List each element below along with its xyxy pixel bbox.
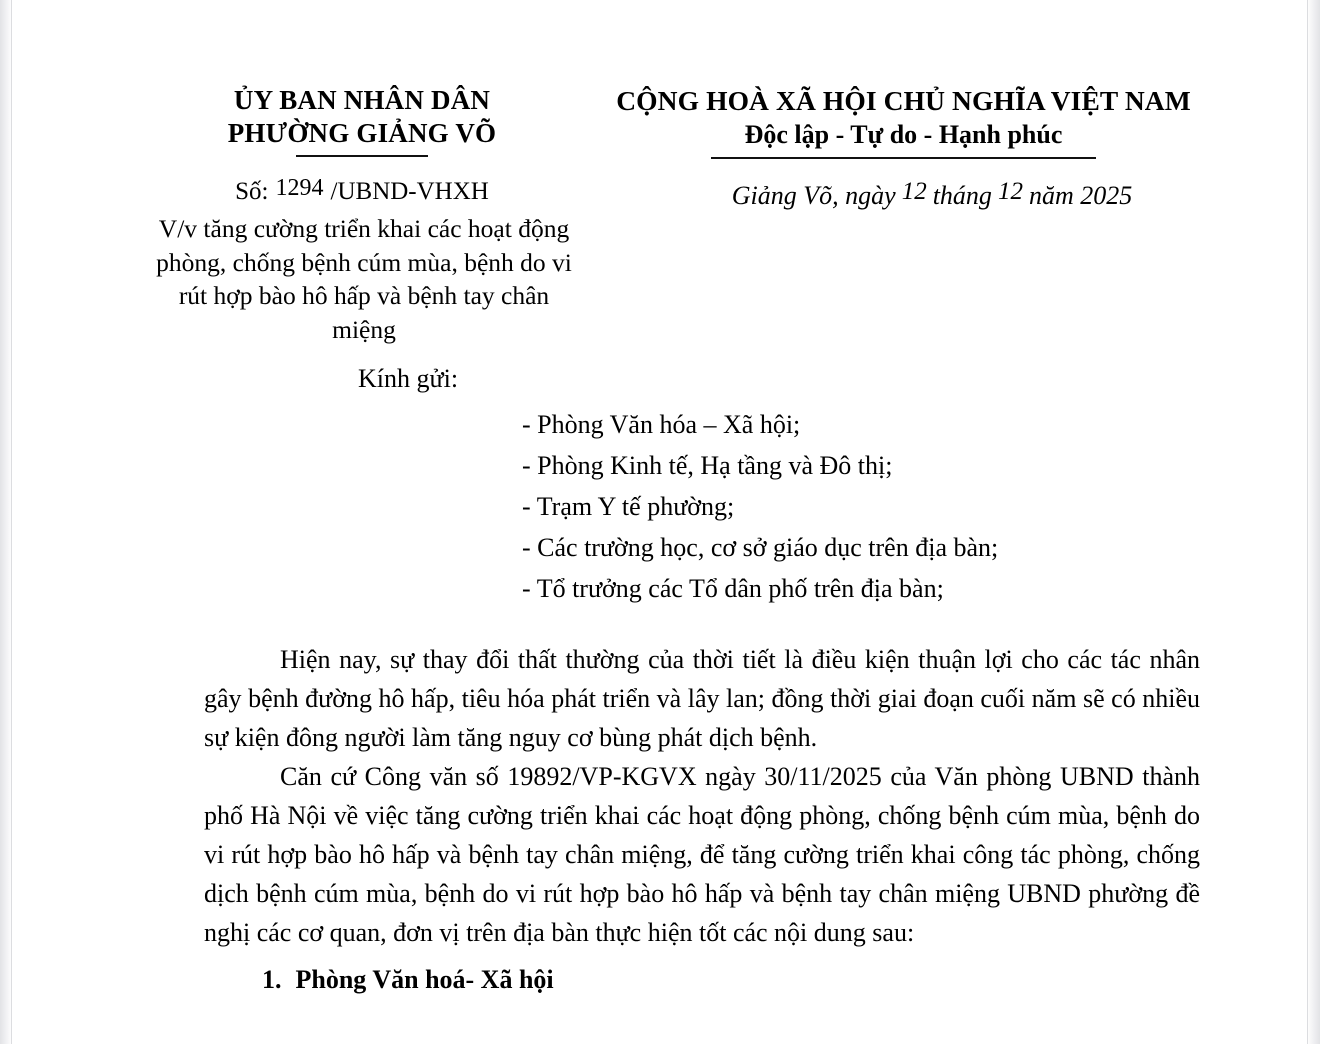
- national-motto-underline: [711, 157, 1096, 159]
- recipient-item: - Trạm Y tế phường;: [522, 492, 735, 521]
- section-number: 1.: [262, 965, 282, 994]
- document-reference-line: [152, 176, 572, 208]
- document-subject: V/v tăng cường triển khai các hoạt động phòng, chống bệnh cúm mùa, bệnh do vi rút hợp bào hô hấp và bệnh tay chân miệng: [156, 214, 572, 344]
- page-edge-left: [0, 0, 12, 1044]
- recipient-item: - Phòng Kinh tế, Hạ tầng và Đô thị;: [522, 451, 893, 480]
- document-body: [204, 640, 1200, 999]
- dateline-year: năm 2025: [1028, 181, 1133, 210]
- issuing-organization-block: [152, 84, 572, 157]
- document-dateline: [632, 180, 1232, 213]
- reference-number: 1294: [275, 175, 324, 201]
- section-title: Phòng Văn hoá- Xã hội: [295, 965, 554, 994]
- dateline-place: Giảng Võ, ngày: [731, 181, 896, 210]
- reference-label: Số:: [235, 178, 269, 205]
- issuing-org-line-2: PHƯỜNG GIẢNG VÕ: [227, 118, 497, 148]
- recipient-item: - Các trường học, cơ sở giáo dục trên địa bàn;: [522, 533, 999, 562]
- document-header: [12, 84, 1307, 159]
- recipient-item: - Tổ trưởng các Tổ dân phố trên địa bàn;: [522, 574, 944, 603]
- page-edge-right: [1307, 0, 1320, 1044]
- addressee-salutation: Kính gửi:: [358, 364, 459, 393]
- recipient-list: [522, 404, 1222, 609]
- issuing-org-underline: [296, 155, 428, 157]
- dateline-day: 12: [901, 178, 927, 205]
- issuing-org-line-1: ỦY BAN NHÂN DÂN: [233, 85, 491, 115]
- recipient-item: - Phòng Văn hóa – Xã hội;: [522, 410, 801, 439]
- national-heading-block: [572, 84, 1307, 159]
- dateline-month-label: tháng: [932, 181, 992, 210]
- reference-code: /UBND-VHXH: [330, 178, 489, 205]
- national-title: CỘNG HOÀ XÃ HỘI CHỦ NGHĨA VIỆT NAM: [616, 85, 1191, 116]
- national-motto: Độc lập - Tự do - Hạnh phúc: [744, 120, 1063, 149]
- body-paragraph: Hiện nay, sự thay đổi thất thường của thời tiết là điều kiện thuận lợi cho các tác nhân gây bệnh đường hô hấp, tiêu hóa phát triển và lây lan; đồng thời giai đoạn cuối năm sẽ có nhiều sự kiện đông người làm tăng nguy cơ bùng phát dịch bệnh.: [204, 645, 1200, 752]
- dateline-month: 12: [997, 178, 1023, 205]
- document-page: [12, 0, 1307, 1044]
- body-paragraph: Căn cứ Công văn số 19892/VP-KGVX ngày 30/11/2025 của Văn phòng UBND thành phố Hà Nội về việc tăng cường triển khai các hoạt động phòng, chống bệnh cúm mùa, bệnh do vi rút hợp bào hô hấp và bệnh tay chân miệng, để tăng cường triển khai công tác phòng, chống dịch bệnh cúm mùa, bệnh do vi rút hợp bào hô hấp và bệnh tay chân miệng UBND phường đề nghị các cơ quan, đơn vị trên địa bàn thực hiện tốt các nội dung sau:: [204, 762, 1200, 947]
- section-heading-1: [204, 952, 1200, 999]
